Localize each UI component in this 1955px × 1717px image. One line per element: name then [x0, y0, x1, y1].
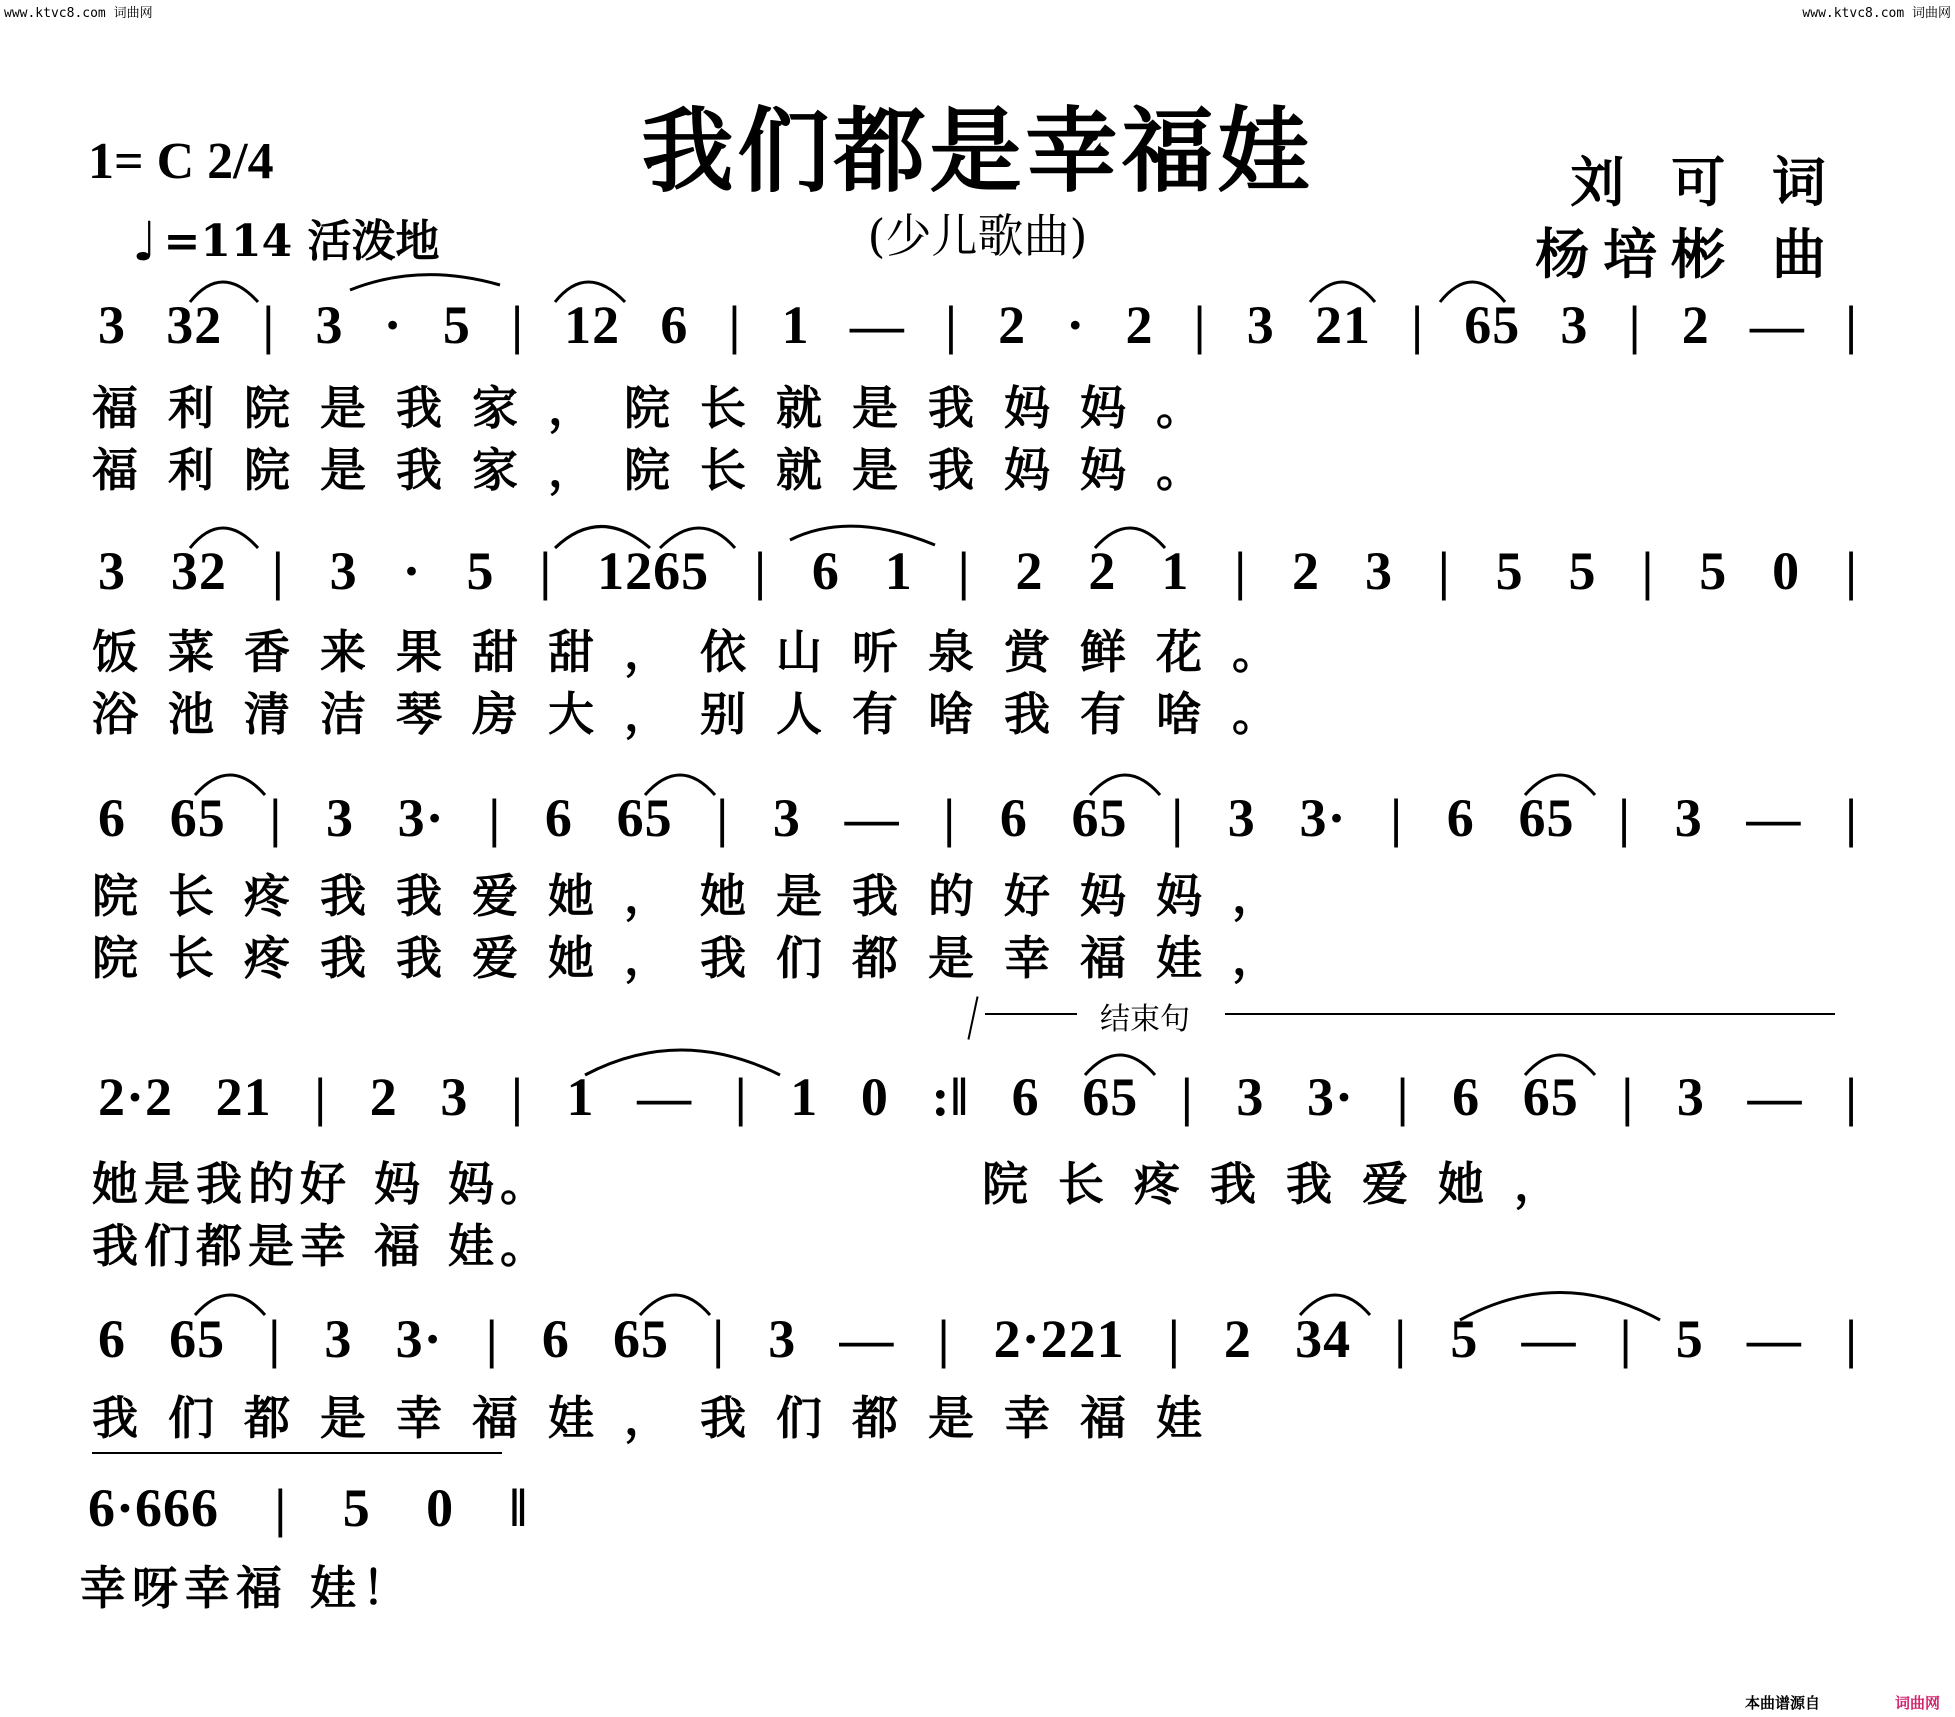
tie — [350, 275, 500, 290]
song-title: 我们都是幸福娃 — [641, 97, 1314, 205]
ending-bracket-tick — [967, 996, 978, 1039]
ending-bracket-line-left — [985, 1013, 1077, 1015]
notation-line-6: 6·666 | 5 0 ‖ — [88, 1478, 528, 1538]
notation-line-4: 2·2 21 | 2 3 | 1 — | 1 0 :‖ 6 65 | 3 3· | 6 65 | 3 — | — [98, 1067, 1858, 1127]
watermark-right: www.ktvc8.com 词曲网 — [1802, 6, 1951, 21]
song-subtitle: (少儿歌曲) — [867, 209, 1088, 263]
composer-credit: 杨培彬 曲 — [1535, 222, 1840, 286]
quarter-note-icon: ♩ — [132, 209, 158, 273]
footer-site-logo: 词曲网 — [1895, 1694, 1941, 1712]
notation-line-3: 6 65 | 3 3· | 6 65 | 3 — | 6 65 | 3 3· | 6 65 | 3 — | — [98, 788, 1858, 848]
tempo-text: =114 活泼地 — [163, 216, 440, 267]
lyric-line-4a: 她是我的好 妈 妈。 — [92, 1157, 553, 1211]
footer-source-label: 本曲谱源自 — [1745, 1694, 1821, 1712]
lyric-line-1b: 福利院是我家，院长就是我妈妈。 — [92, 443, 1232, 497]
tempo-marking — [132, 205, 440, 273]
lyric-line-2b: 浴池清洁琴房大，别人有啥我有啥。 — [92, 687, 1308, 741]
lyric-line-4-right: 院长疼我我爱她， — [982, 1157, 1590, 1211]
notation-line-1: 3 32 | 3 · 5 | 12 6 | 1 — | 2 · 2 | 3 21 | 65 3 | 2 — | — [98, 295, 1858, 355]
key-signature: 1= C 2/4 — [88, 133, 274, 190]
ending-bracket-line-right — [1225, 1013, 1835, 1015]
lyricist-credit: 刘 可 词 — [1570, 150, 1840, 214]
lyric-line-4b: 我们都是幸 福 娃。 — [92, 1219, 553, 1273]
lyric-line-5: 我们都是幸福娃，我们都是幸福娃 — [92, 1391, 1232, 1445]
ending-label: 结束句 — [1100, 1002, 1190, 1037]
notation-line-2: 3 32 | 3 · 5 | 1265 | 6 1 | 2 2 1 | 2 3 | 5 5 | 5 0 | — [98, 541, 1858, 601]
lyric-line-2a: 饭菜香来果甜甜，依山听泉赏鲜花。 — [92, 625, 1308, 679]
coda-rule — [92, 1452, 502, 1454]
lyric-line-6: 幸呀幸福 娃！ — [80, 1561, 415, 1615]
watermark-left: www.ktvc8.com 词曲网 — [4, 6, 153, 21]
lyric-line-3a: 院长疼我我爱她，她是我的好妈妈， — [92, 869, 1308, 923]
lyric-line-3b: 院长疼我我爱她，我们都是幸福娃， — [92, 931, 1308, 985]
notation-line-5: 6 65 | 3 3· | 6 65 | 3 — | 2·221 | 2 34 | 5 — | 5 — | — [98, 1309, 1858, 1369]
lyric-line-1a: 福利院是我家，院长就是我妈妈。 — [92, 381, 1232, 435]
